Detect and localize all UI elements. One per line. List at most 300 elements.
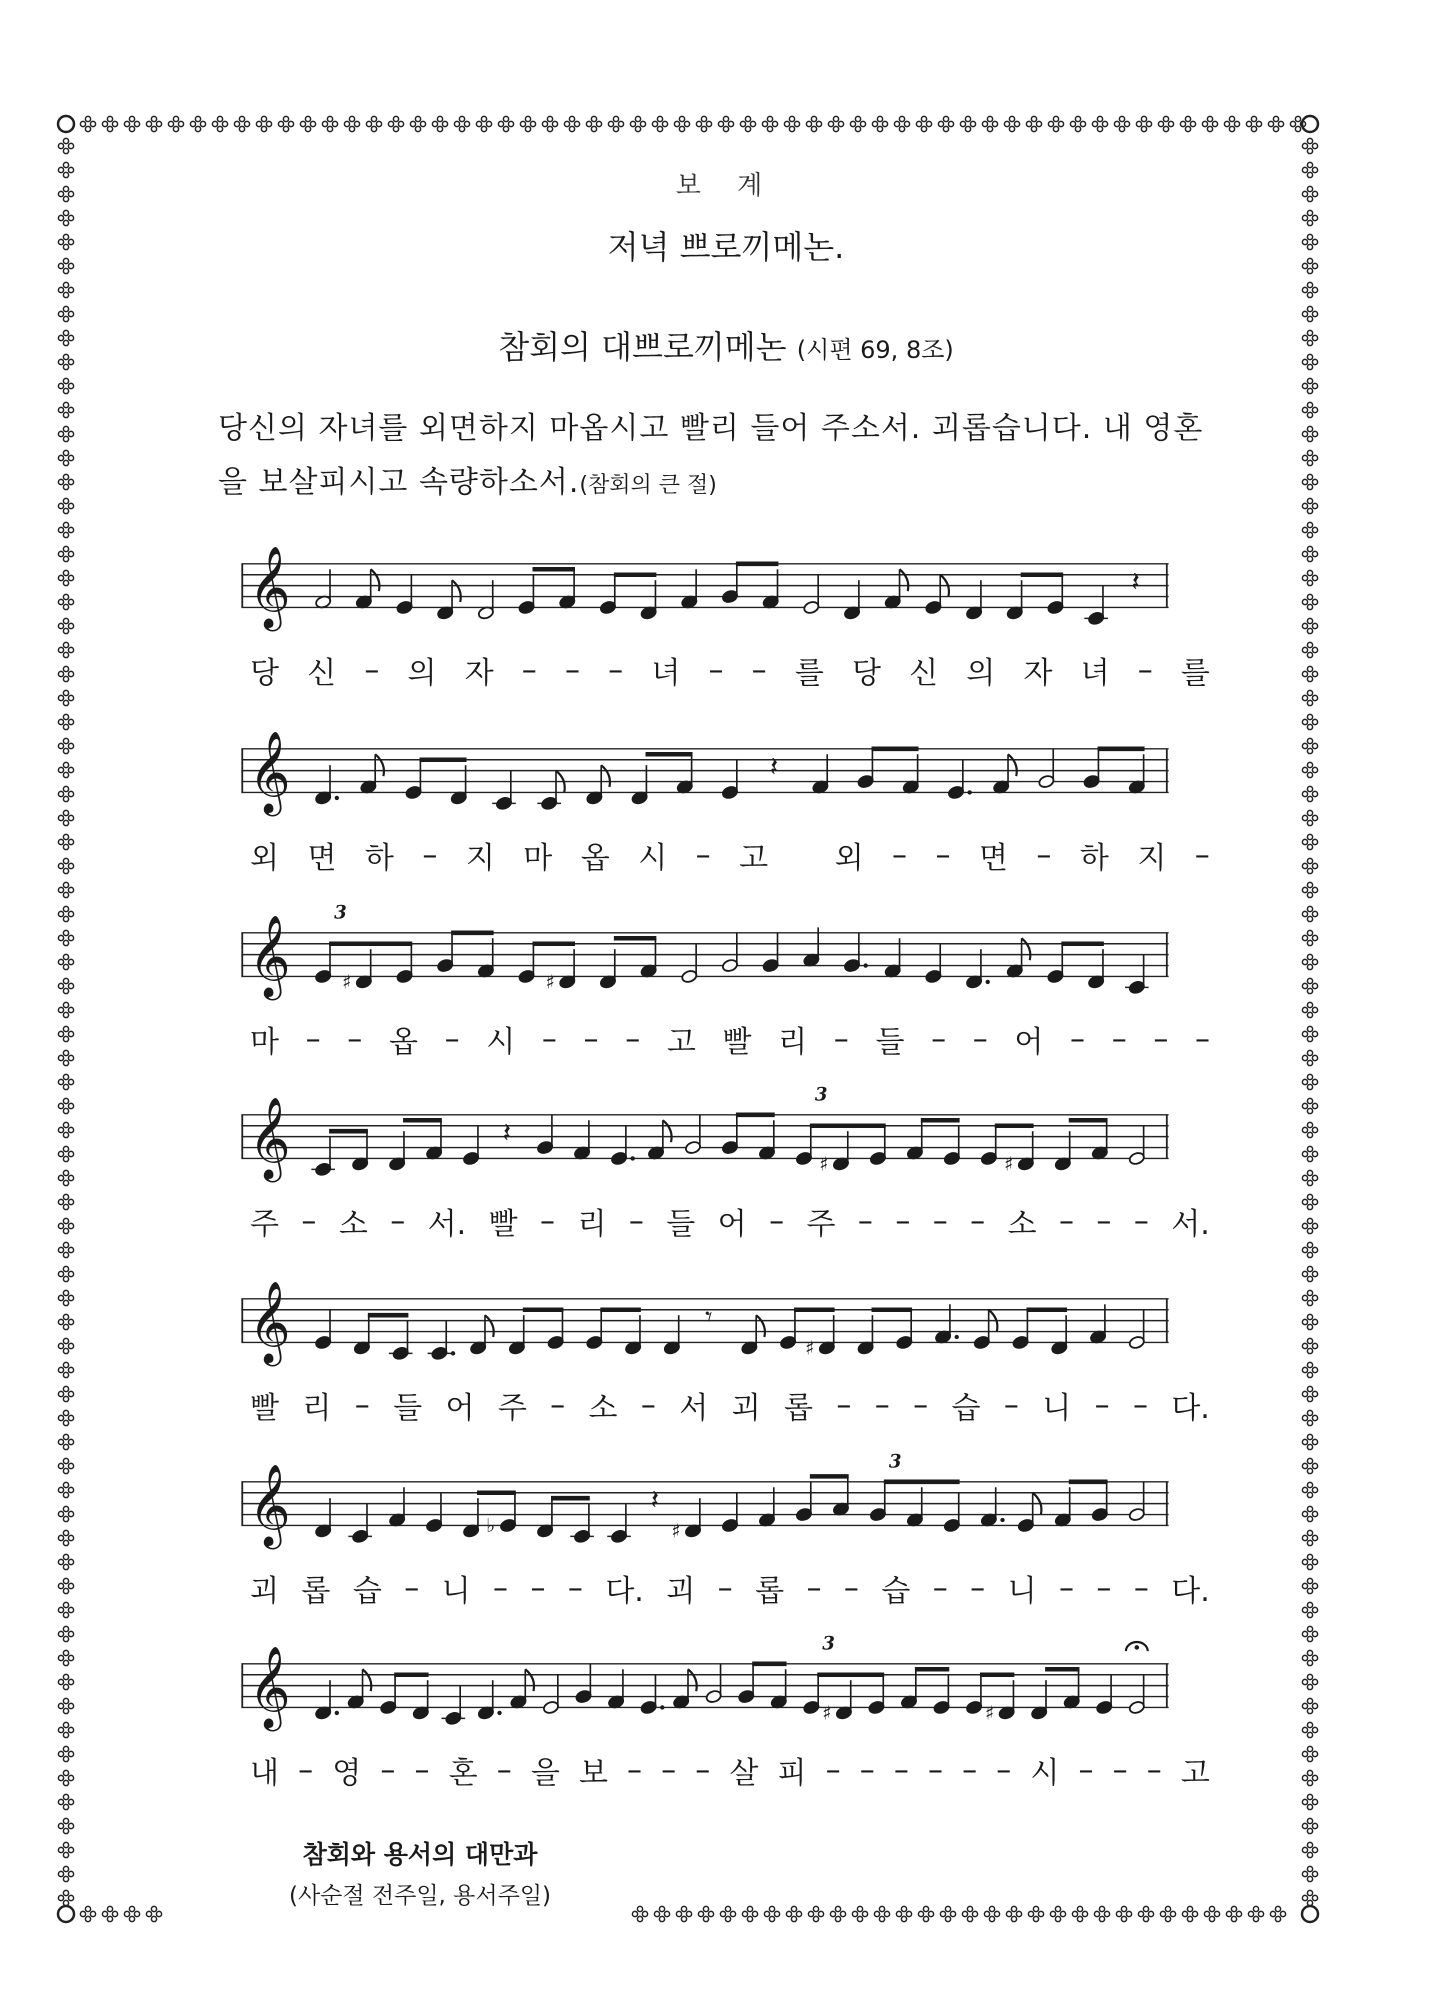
note-flag [601,765,610,787]
cross-ornament-icon [1302,1146,1317,1161]
cross-ornament-icon [58,378,73,393]
cross-ornament-icon [1302,1386,1317,1401]
lyric-syllable [797,838,807,873]
cross-ornament-icon [1302,1842,1317,1857]
lyric-syllable: – [404,1570,420,1606]
cross-ornament-icon [960,116,975,131]
lyric-syllable: 고 [1180,1756,1210,1791]
cross-ornament-icon [1302,930,1317,945]
corner-rosette-icon [1302,1906,1318,1922]
lyric-syllable: 하 [1079,841,1109,876]
lyric-syllable: 마 [250,1025,279,1060]
cross-ornament-icon [190,116,205,131]
cross-ornament-icon [742,1906,757,1921]
lyric-syllable: – [661,1752,677,1788]
cross-ornament-icon [1302,642,1317,657]
lyric-syllable: – [493,1570,509,1606]
lyric-syllable: 주 [497,1391,527,1426]
lyric-syllable: 니 [1007,1574,1037,1609]
cross-ornament-icon [652,116,667,131]
cross-ornament-icon [1268,116,1283,131]
lyric-syllable: – [970,1570,986,1606]
cross-ornament-icon [1302,1098,1317,1113]
cross-ornament-icon [58,1050,73,1065]
lyric-syllable: 괴 [666,1574,696,1609]
lyric-syllable: – [843,1570,859,1606]
lyric-syllable: 면 [978,841,1008,876]
cross-ornament-icon [806,116,821,131]
lyric-syllable: 롭 [301,1574,331,1609]
lyric-syllable: 시 [638,841,668,876]
cross-ornament-icon [58,426,73,441]
note-flag [756,1315,765,1337]
lyric-syllable: – [1133,1570,1149,1606]
fermata-dot [1135,1645,1140,1650]
cross-ornament-icon [58,1650,73,1665]
cross-ornament-icon [1302,834,1317,849]
lyric-syllable: – [354,1387,370,1423]
cross-ornament-icon [1302,546,1317,561]
lyric-syllable: – [1194,837,1210,873]
lyric-syllable: 시 [486,1025,516,1060]
lyric-syllable: – [530,1570,546,1606]
lyric-syllable: 외 [834,841,864,876]
footer-subtitle: (사순절 전주일, 용서주일) [288,1883,552,1909]
cross-ornament-icon [58,762,73,777]
cross-ornament-icon [1302,282,1317,297]
cross-ornament-icon [102,1906,117,1921]
cross-ornament-icon [696,116,711,131]
augmentation-dot [335,796,339,800]
cross-ornament-icon [366,116,381,131]
lyric-syllable: 살 [729,1756,759,1791]
cross-ornament-icon [1302,1482,1317,1497]
lyric-syllable: – [717,1570,733,1606]
lyric-syllable: 영 [332,1756,362,1791]
cross-ornament-icon [850,116,865,131]
cross-ornament-icon [58,1410,73,1425]
lyric-syllable: – [1112,1752,1128,1788]
cross-ornament-icon [1302,786,1317,801]
cross-ornament-icon [498,116,513,131]
cross-ornament-icon [1302,810,1317,825]
cross-ornament-icon [1092,116,1107,131]
cross-ornament-icon [938,116,953,131]
lyric-syllable: – [608,652,624,688]
cross-ornament-icon [58,498,73,513]
lyric-syllable: 니 [441,1574,471,1609]
cross-ornament-icon [58,1098,73,1113]
cross-ornament-icon [630,116,645,131]
lyrics-line-3 [250,1014,1210,1064]
lyric-syllable: 습 [951,1391,981,1426]
cross-ornament-icon [58,1458,73,1473]
lyric-syllable: 서. [1171,1207,1210,1242]
note-flag [1008,754,1017,776]
lyric-syllable: 면 [307,841,337,876]
lyric-syllable: – [541,1021,557,1057]
cross-ornament-icon [982,116,997,131]
cross-ornament-icon [58,138,73,153]
cross-ornament-icon [632,1906,647,1921]
lyric-syllable: 주 [806,1207,836,1242]
cross-ornament-icon [300,116,315,131]
cross-ornament-icon [410,116,425,131]
cross-ornament-icon [58,1794,73,1809]
cross-ornament-icon [1136,116,1151,131]
lyric-syllable: 괴 [250,1574,279,1609]
lyric-syllable: – [521,652,537,688]
lyric-syllable: – [305,1021,321,1057]
cross-ornament-icon [58,1338,73,1353]
cross-ornament-icon [58,1362,73,1377]
note-flag [663,1120,672,1142]
cross-ornament-icon [1302,1002,1317,1017]
lyric-syllable: 내 [250,1756,279,1791]
cross-ornament-icon [256,116,271,131]
staff-7 [195,1632,1215,1732]
cross-ornament-icon [80,1906,95,1921]
cross-ornament-icon [124,116,139,131]
cross-ornament-icon [102,116,117,131]
cross-ornament-icon [542,116,557,131]
lyric-syllable: – [1094,1387,1110,1423]
lyric-syllable: 어 [717,1207,747,1242]
cross-ornament-icon [1302,1362,1317,1377]
quarter-rest-icon: 𝄽 [1131,567,1140,599]
lyric-syllable: 외 [250,841,279,876]
cross-ornament-icon [1248,1906,1263,1921]
lyric-syllable: 괴 [731,1391,761,1426]
cross-ornament-icon [58,642,73,657]
lyric-syllable: 습 [881,1574,911,1609]
lyrics-line-5 [250,1380,1210,1430]
cross-ornament-icon [58,306,73,321]
cross-ornament-icon [1302,594,1317,609]
cross-ornament-icon [1302,714,1317,729]
cross-ornament-icon [808,1906,823,1921]
cross-ornament-icon [58,954,73,969]
lyric-syllable: 다. [1171,1574,1210,1609]
cross-ornament-icon [322,116,337,131]
cross-ornament-icon [58,618,73,633]
cross-ornament-icon [828,116,843,131]
cross-ornament-icon [1302,138,1317,153]
cross-ornament-icon [1116,1906,1131,1921]
lyric-syllable: – [751,652,767,688]
lyric-syllable: – [932,1203,948,1239]
lyric-syllable: 자 [464,656,494,691]
cross-ornament-icon [58,1554,73,1569]
cross-ornament-icon [58,1002,73,1017]
lyric-syllable: 피 [777,1756,807,1791]
lyric-syllable: – [913,1387,929,1423]
lyric-syllable: 고 [739,841,769,876]
lyric-syllable: – [550,1387,566,1423]
corner-rosette-icon [58,116,74,132]
lyric-syllable: – [627,1752,643,1788]
cross-ornament-icon [58,1578,73,1593]
cross-ornament-icon [1302,1818,1317,1833]
lyric-syllable: 소 [588,1391,618,1426]
cross-ornament-icon [1006,1906,1021,1921]
lyric-syllable: 옵 [388,1025,418,1060]
lyric-syllable: 다. [605,1574,644,1609]
lyric-syllable: – [1036,837,1052,873]
cross-ornament-icon [58,1626,73,1641]
sharp-icon: ♯ [984,1701,995,1725]
cross-ornament-icon [1302,402,1317,417]
augmentation-dot [967,790,971,794]
lyric-syllable: – [1070,1021,1086,1057]
cross-ornament-icon [58,282,73,297]
cross-ornament-icon [1302,1074,1317,1089]
cross-ornament-icon [58,1314,73,1329]
lyric-syllable: – [380,1752,396,1788]
sharp-icon: ♯ [545,970,555,994]
sharp-icon: ♯ [671,1519,681,1543]
lyric-syllable: – [928,1752,944,1788]
cross-ornament-icon [1302,1770,1317,1785]
cross-ornament-icon [1158,116,1173,131]
cross-ornament-icon [234,116,249,131]
cross-ornament-icon [1028,1906,1043,1921]
triplet-label: 3 [822,1633,835,1655]
lyric-syllable: 어 [445,1391,475,1426]
lyric-syllable: – [769,1203,785,1239]
cross-ornament-icon [1302,1338,1317,1353]
lyrics-line-2 [250,830,1210,880]
cross-ornament-icon [58,1218,73,1233]
cross-ornament-icon [58,474,73,489]
cross-ornament-icon [58,402,73,417]
lyric-syllable: 녀 [1080,656,1110,691]
cross-ornament-icon [962,1906,977,1921]
cross-ornament-icon [1204,1906,1219,1921]
header-small-title: 보 계 [675,171,777,201]
cross-ornament-icon [1072,1906,1087,1921]
triplet-label: 3 [334,902,347,924]
cross-ornament-icon [58,714,73,729]
note-flag [485,1315,494,1337]
lyric-syllable: – [1132,1387,1148,1423]
lyric-syllable: – [836,1387,852,1423]
cross-ornament-icon [1302,1746,1317,1761]
augmentation-dot [660,1705,664,1709]
cross-ornament-icon [608,116,623,131]
note-flag [363,1669,372,1691]
lyric-syllable: – [390,1203,406,1239]
cross-ornament-icon [168,116,183,131]
cross-ornament-icon [940,1906,955,1921]
cross-ornament-icon [586,116,601,131]
treble-clef-icon: 𝄞 [248,1280,291,1364]
cross-ornament-icon [1224,116,1239,131]
lyric-syllable: – [1146,1752,1162,1788]
lyric-syllable: – [364,652,380,688]
lyric-syllable: 고 [666,1025,696,1060]
cross-ornament-icon [58,1866,73,1881]
triplet-label: 3 [888,1451,902,1473]
cross-ornament-icon [1302,426,1317,441]
cross-ornament-icon [1302,1194,1317,1209]
cross-ornament-icon [1302,1434,1317,1449]
staff-3 [195,901,1215,1001]
cross-ornament-icon [278,116,293,131]
sharp-icon: ♯ [805,1336,815,1360]
cross-ornament-icon [764,1906,779,1921]
cross-ornament-icon [58,1434,73,1449]
lyric-syllable: – [833,1021,849,1057]
cross-ornament-icon [58,786,73,801]
cross-ornament-icon [58,1170,73,1185]
cross-ornament-icon [1302,1122,1317,1137]
lyric-syllable: – [1096,1570,1112,1606]
cross-ornament-icon [58,1722,73,1737]
lyric-syllable: 니 [1042,1391,1072,1426]
treble-clef-icon: 𝄞 [248,1645,291,1729]
cross-ornament-icon [918,1906,933,1921]
lyric-syllable: – [422,837,438,873]
cross-ornament-icon [1026,116,1041,131]
cross-ornament-icon [58,1818,73,1833]
cross-ornament-icon [1302,1266,1317,1281]
footer-title: 참회와 용서의 대만과 [302,1840,538,1869]
lyric-syllable: – [695,837,711,873]
cross-ornament-icon [58,1770,73,1785]
cross-ornament-icon [894,116,909,131]
cross-ornament-icon [852,1906,867,1921]
sharp-icon: ♯ [822,1701,832,1725]
section-title [0,322,1452,368]
lyric-syllable: 지 [465,841,495,876]
lyric-syllable: – [640,1387,656,1423]
cross-ornament-icon [1302,1698,1317,1713]
cross-ornament-icon [1302,450,1317,465]
lyric-syllable: – [567,1570,583,1606]
cross-ornament-icon [916,116,931,131]
cross-ornament-icon [58,1386,73,1401]
lyric-syllable: – [628,1203,644,1239]
quarter-rest-icon: 𝄽 [769,752,779,784]
cross-ornament-icon [1302,1026,1317,1041]
cross-ornament-icon [58,906,73,921]
lyric-syllable: 빨 [488,1207,518,1242]
lyric-syllable: 당 [851,656,881,691]
lyric-syllable: – [298,1752,314,1788]
lyric-syllable: – [564,652,580,688]
lyric-syllable: – [895,1203,911,1239]
lyric-syllable: – [972,1021,988,1057]
cross-ornament-icon [740,116,755,131]
lyric-syllable: – [1003,1387,1019,1423]
lyric-syllable: – [857,1203,873,1239]
lyric-syllable: 의 [966,656,996,691]
lyric-syllable: 빨 [722,1025,752,1060]
cross-ornament-icon [1302,378,1317,393]
cross-ornament-icon [896,1906,911,1921]
augmentation-dot [864,963,868,967]
lyric-syllable: 를 [1180,656,1210,691]
cross-ornament-icon [654,1906,669,1921]
prose-text [218,402,1238,513]
cross-ornament-icon [58,882,73,897]
note-flag [688,1669,697,1691]
cross-ornament-icon [432,116,447,131]
note-flag [375,754,384,776]
note-flag [900,569,909,591]
cross-ornament-icon [58,978,73,993]
cross-ornament-icon [674,116,689,131]
lyric-syllable: 롭 [784,1391,813,1426]
treble-clef-icon: 𝄞 [248,1463,291,1547]
sharp-icon: ♯ [1004,1152,1014,1176]
cross-ornament-icon [784,116,799,131]
cross-ornament-icon [58,666,73,681]
cross-ornament-icon [1302,618,1317,633]
augmentation-dot [451,1351,455,1355]
lyric-syllable: – [825,1752,841,1788]
lyric-syllable: 보 [578,1756,608,1791]
lyric-syllable: – [625,1021,641,1057]
cross-ornament-icon [58,1266,73,1281]
cross-ornament-icon [146,116,161,131]
cross-ornament-icon [1182,1906,1197,1921]
cross-ornament-icon [454,116,469,131]
lyric-syllable: – [695,1752,711,1788]
lyric-syllable: 어 [1014,1025,1044,1060]
lyric-syllable: 빨 [250,1391,279,1426]
cross-ornament-icon [762,116,777,131]
cross-ornament-icon [58,450,73,465]
cross-ornament-icon [58,1074,73,1089]
sharp-icon: ♯ [819,1152,829,1176]
cross-ornament-icon [388,116,403,131]
cross-ornament-icon [58,1242,73,1257]
cross-ornament-icon [58,1026,73,1041]
lyric-syllable: – [893,1752,909,1788]
lyrics-line-6 [250,1563,1210,1613]
lyric-syllable: – [970,1203,986,1239]
cross-ornament-icon [212,116,227,131]
cross-ornament-icon [1302,1650,1317,1665]
augmentation-dot [335,1711,339,1715]
lyric-syllable: – [932,1570,948,1606]
cross-ornament-icon [1302,1458,1317,1473]
cross-ornament-icon [1302,762,1317,777]
cross-ornament-icon [58,1194,73,1209]
lyric-syllable: 소 [338,1207,368,1242]
lyric-syllable: 들 [875,1025,905,1060]
cross-ornament-icon [1302,738,1317,753]
lyric-syllable: – [1059,1203,1074,1239]
staff-5 [195,1267,1215,1367]
lyrics-line-7 [250,1745,1210,1795]
lyric-syllable: – [935,837,951,873]
cross-ornament-icon [1302,1866,1317,1881]
lyric-syllable: 주 [250,1207,279,1242]
cross-ornament-icon [720,1906,735,1921]
lyric-syllable: 당 [250,656,279,691]
cross-ornament-icon [1094,1906,1109,1921]
cross-ornament-icon [564,116,579,131]
cross-ornament-icon [58,1602,73,1617]
prose-line-1: 당신의 자녀를 외면하지 마옵시고 빨리 들어 주소서. 괴롭습니다. 내 영혼 [218,411,1204,446]
prose-line-2: 을 보살피시고 속량하소서. [218,465,580,500]
lyric-syllable: 시 [1030,1756,1060,1791]
lyric-syllable: 리 [778,1025,808,1060]
lyric-syllable: 마 [523,841,553,876]
